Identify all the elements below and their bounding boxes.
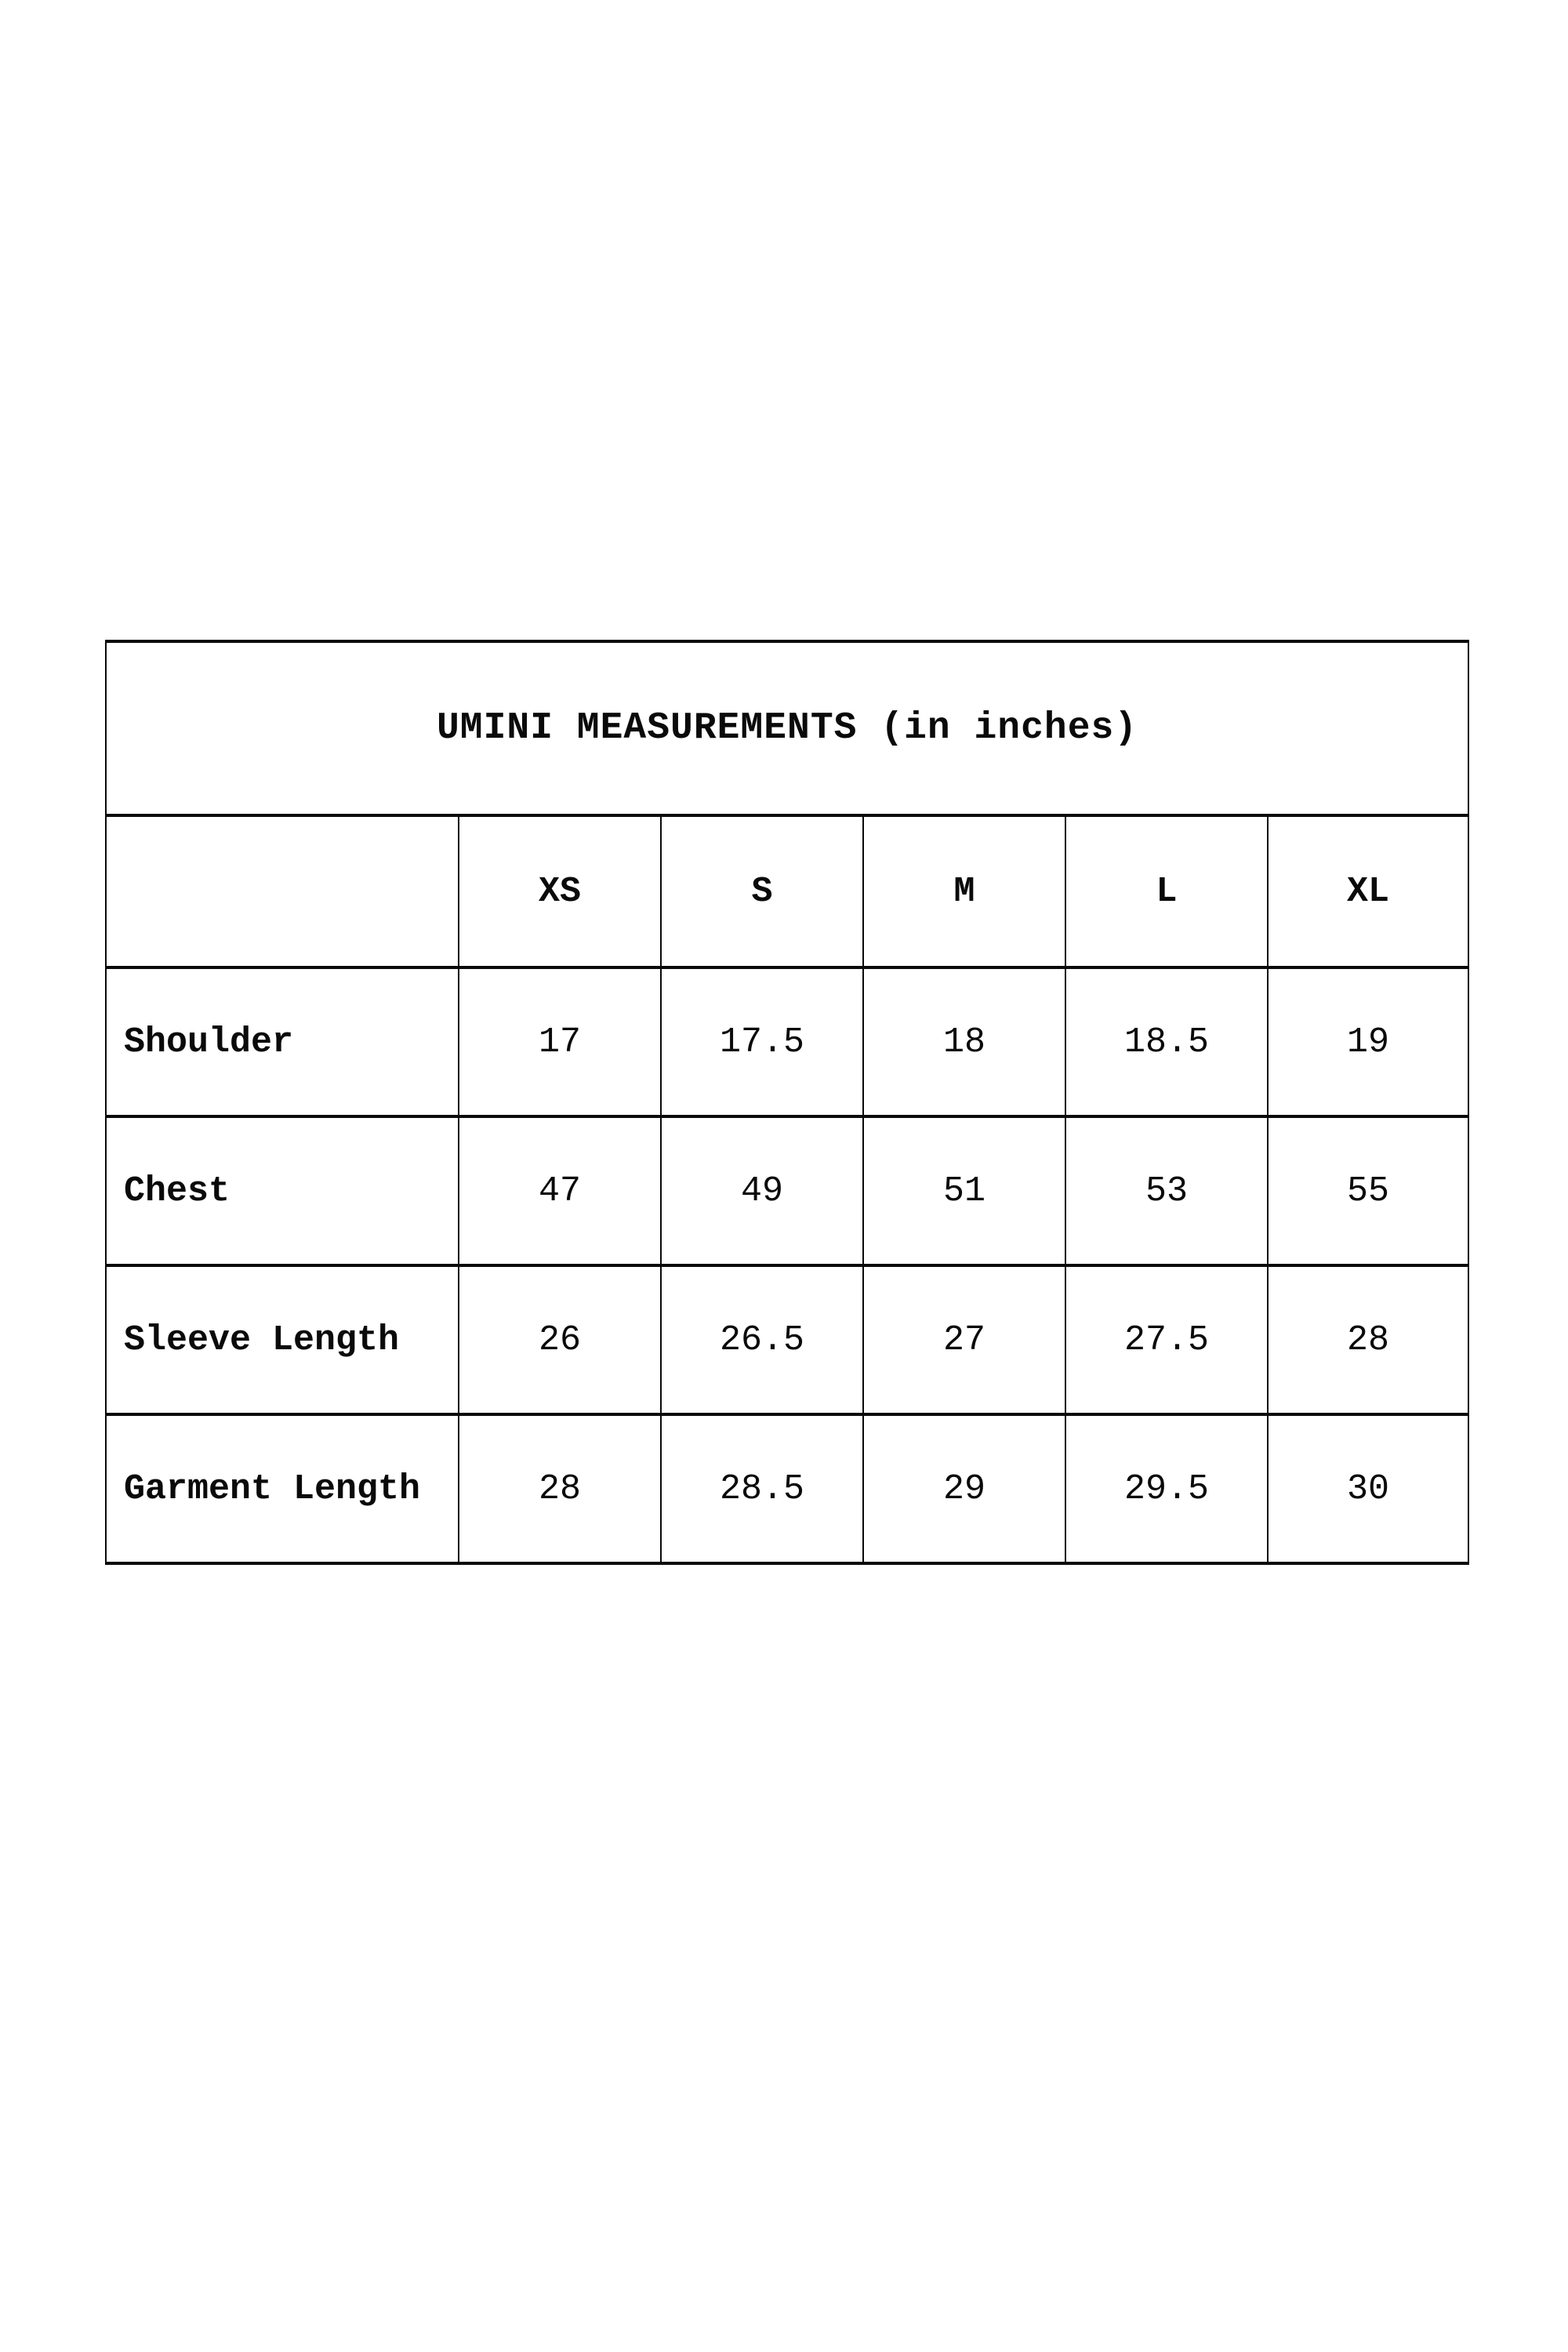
measurement-cell: 55 (1268, 1116, 1468, 1265)
measurement-cell: 51 (863, 1116, 1065, 1265)
size-header-m: M (863, 815, 1065, 967)
size-header-l: L (1065, 815, 1268, 967)
measurement-cell: 28 (1268, 1265, 1468, 1414)
size-header-xl: XL (1268, 815, 1468, 967)
measurement-cell: 29.5 (1065, 1414, 1268, 1563)
measurement-cell: 18.5 (1065, 967, 1268, 1116)
measurement-cell: 29 (863, 1414, 1065, 1563)
corner-cell (106, 815, 459, 967)
measurement-cell: 49 (661, 1116, 863, 1265)
table-title-row (106, 641, 1468, 815)
measurement-cell: 47 (459, 1116, 661, 1265)
row-label-shoulder: Shoulder (106, 967, 459, 1116)
table-row-chest (106, 1116, 1468, 1265)
measurement-cell: 17 (459, 967, 661, 1116)
measurement-cell: 53 (1065, 1116, 1268, 1265)
measurement-cell: 26 (459, 1265, 661, 1414)
row-label-chest: Chest (106, 1116, 459, 1265)
measurement-cell: 19 (1268, 967, 1468, 1116)
measurement-cell: 30 (1268, 1414, 1468, 1563)
table-row-shoulder (106, 967, 1468, 1116)
measurement-cell: 28 (459, 1414, 661, 1563)
table-row-garment-length (106, 1414, 1468, 1563)
measurement-cell: 27 (863, 1265, 1065, 1414)
size-header-row (106, 815, 1468, 967)
size-header-xs: XS (459, 815, 661, 967)
row-label-sleeve-length: Sleeve Length (106, 1265, 459, 1414)
measurement-cell: 17.5 (661, 967, 863, 1116)
measurement-cell: 18 (863, 967, 1065, 1116)
table-title: UMINI MEASUREMENTS (in inches) (106, 641, 1468, 815)
size-header-s: S (661, 815, 863, 967)
measurement-cell: 26.5 (661, 1265, 863, 1414)
table-row-sleeve-length (106, 1265, 1468, 1414)
measurements-table (105, 640, 1469, 1565)
measurement-cell: 27.5 (1065, 1265, 1268, 1414)
measurement-cell: 28.5 (661, 1414, 863, 1563)
row-label-garment-length: Garment Length (106, 1414, 459, 1563)
